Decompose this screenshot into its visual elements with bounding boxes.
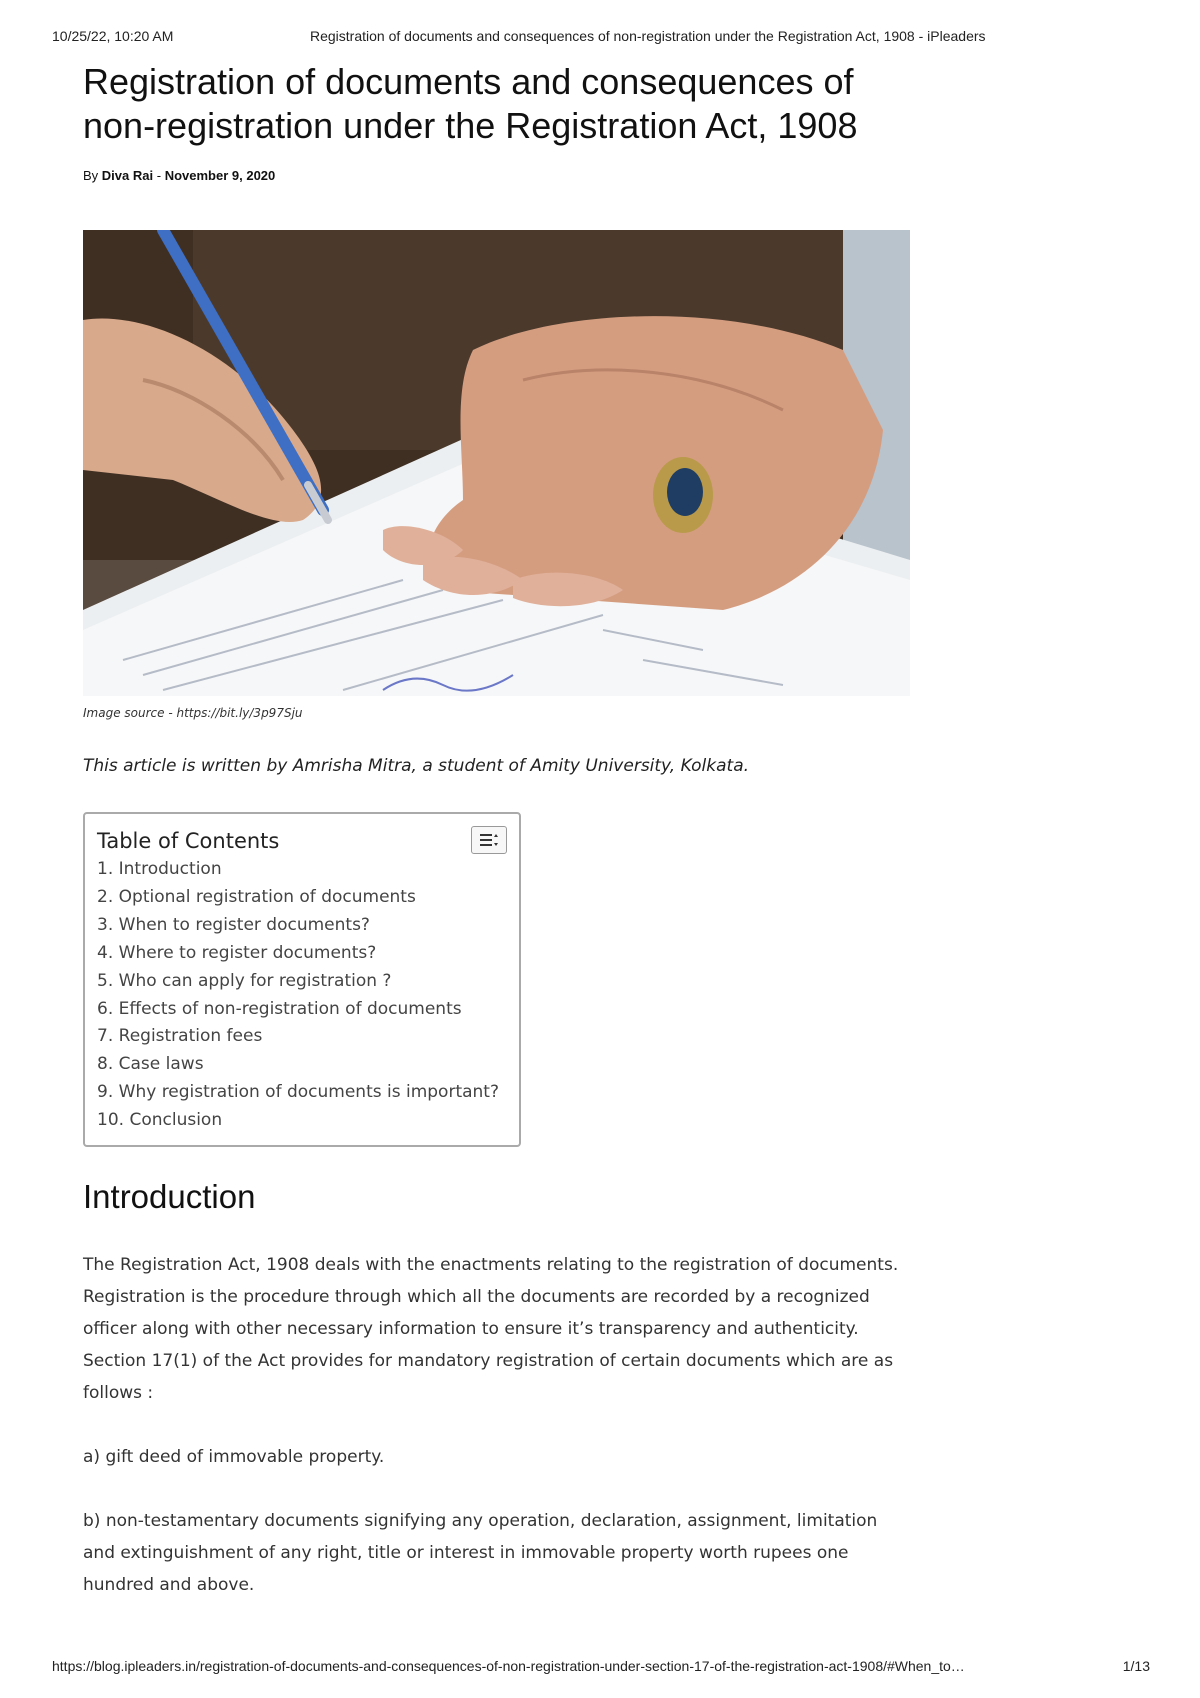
toc-item-number: 10. (97, 1110, 125, 1131)
toc-link-effects-non-registration[interactable]: Effects of non-registration of documents (118, 998, 462, 1019)
toc-link-when-to-register[interactable]: When to register documents? (118, 914, 370, 935)
byline-by: By (83, 168, 99, 183)
section-heading-introduction: Introduction (83, 1178, 256, 1216)
toc-link-introduction[interactable]: Introduction (118, 859, 222, 879)
hero-image (83, 230, 910, 696)
toc-item-number: 8. (97, 1054, 114, 1075)
toc-heading: Table of Contents (97, 829, 280, 853)
publish-date: November 9, 2020 (164, 168, 276, 183)
byline-separator: - (156, 168, 162, 183)
hero-illustration (83, 230, 910, 696)
toc-item[interactable] (97, 1051, 507, 1079)
toc-item[interactable] (97, 1023, 507, 1051)
paragraph: The Registration Act, 1908 deals with the enactments relating to the registration of documents. Registration is the procedure through which all the documents are recorded by a recognized officer along with other necessary information to ensure it’s transparency and authenticity. Section 17(1) of the Act provides for mandatory registration of certain documents which are as follows : (83, 1255, 899, 1404)
toc-item-number: 4. (97, 942, 114, 963)
toc-list (97, 856, 507, 1135)
toc-item-number: 9. (97, 1082, 114, 1103)
toc-item[interactable] (97, 1079, 507, 1107)
print-header (52, 28, 1148, 48)
print-url: https://blog.ipleaders.in/registration-of-documents-and-consequences-of-non-registration-under-section-17-of-the-registration-act-1908/#When_to… (52, 1658, 965, 1674)
toc-item[interactable] (97, 940, 507, 968)
toc-link-optional-registration[interactable]: Optional registration of documents (118, 886, 416, 907)
toc-item[interactable] (97, 1107, 507, 1135)
toc-link-conclusion[interactable]: Conclusion (129, 1110, 223, 1131)
toc-item[interactable] (97, 912, 507, 940)
print-datetime: 10/25/22, 10:20 AM (52, 28, 174, 44)
image-caption: Image source - https://bit.ly/3p97Sju (83, 706, 303, 720)
toc-item-number: 7. (97, 1026, 114, 1047)
article-lead: This article is written by Amrisha Mitra, a student of Amity University, Kolkata. (83, 756, 750, 776)
print-page-title: Registration of documents and consequences of non-registration under the Registration Act, 1908 - iPleaders (310, 28, 986, 44)
page-number: 1/13 (1122, 1658, 1150, 1674)
byline (83, 168, 913, 183)
toc-item[interactable] (97, 856, 507, 884)
toc-item[interactable] (97, 884, 507, 912)
toc-item[interactable] (97, 968, 507, 996)
table-of-contents (83, 812, 521, 1147)
list-toggle-icon (479, 833, 499, 847)
toc-item-number: 5. (97, 970, 114, 991)
toc-link-case-laws[interactable]: Case laws (118, 1054, 204, 1075)
toc-toggle-button[interactable] (471, 826, 507, 854)
toc-item-number: 2. (97, 886, 114, 907)
toc-link-registration-fees[interactable]: Registration fees (118, 1026, 263, 1047)
toc-item-number: 1. (97, 859, 114, 879)
article-title: Registration of documents and consequences of non-registration under the Registration Act, 1908 (83, 61, 858, 146)
toc-link-why-important[interactable]: Why registration of documents is important? (118, 1082, 499, 1103)
toc-item[interactable] (97, 996, 507, 1024)
introduction-body (83, 1249, 913, 1601)
paragraph: a) gift deed of immovable property. (83, 1447, 385, 1468)
paragraph: b) non-testamentary documents signifying any operation, declaration, assignment, limitation and extinguishment of any right, title or interest in immovable property worth rupees one hundred and above. (83, 1511, 878, 1596)
print-footer (52, 1658, 1150, 1678)
toc-item-number: 3. (97, 914, 114, 935)
author-link[interactable]: Diva Rai (101, 168, 154, 183)
toc-link-where-to-register[interactable]: Where to register documents? (118, 942, 377, 963)
toc-item-number: 6. (97, 998, 114, 1019)
article (83, 60, 913, 1601)
toc-link-who-can-apply[interactable]: Who can apply for registration ? (118, 970, 392, 991)
